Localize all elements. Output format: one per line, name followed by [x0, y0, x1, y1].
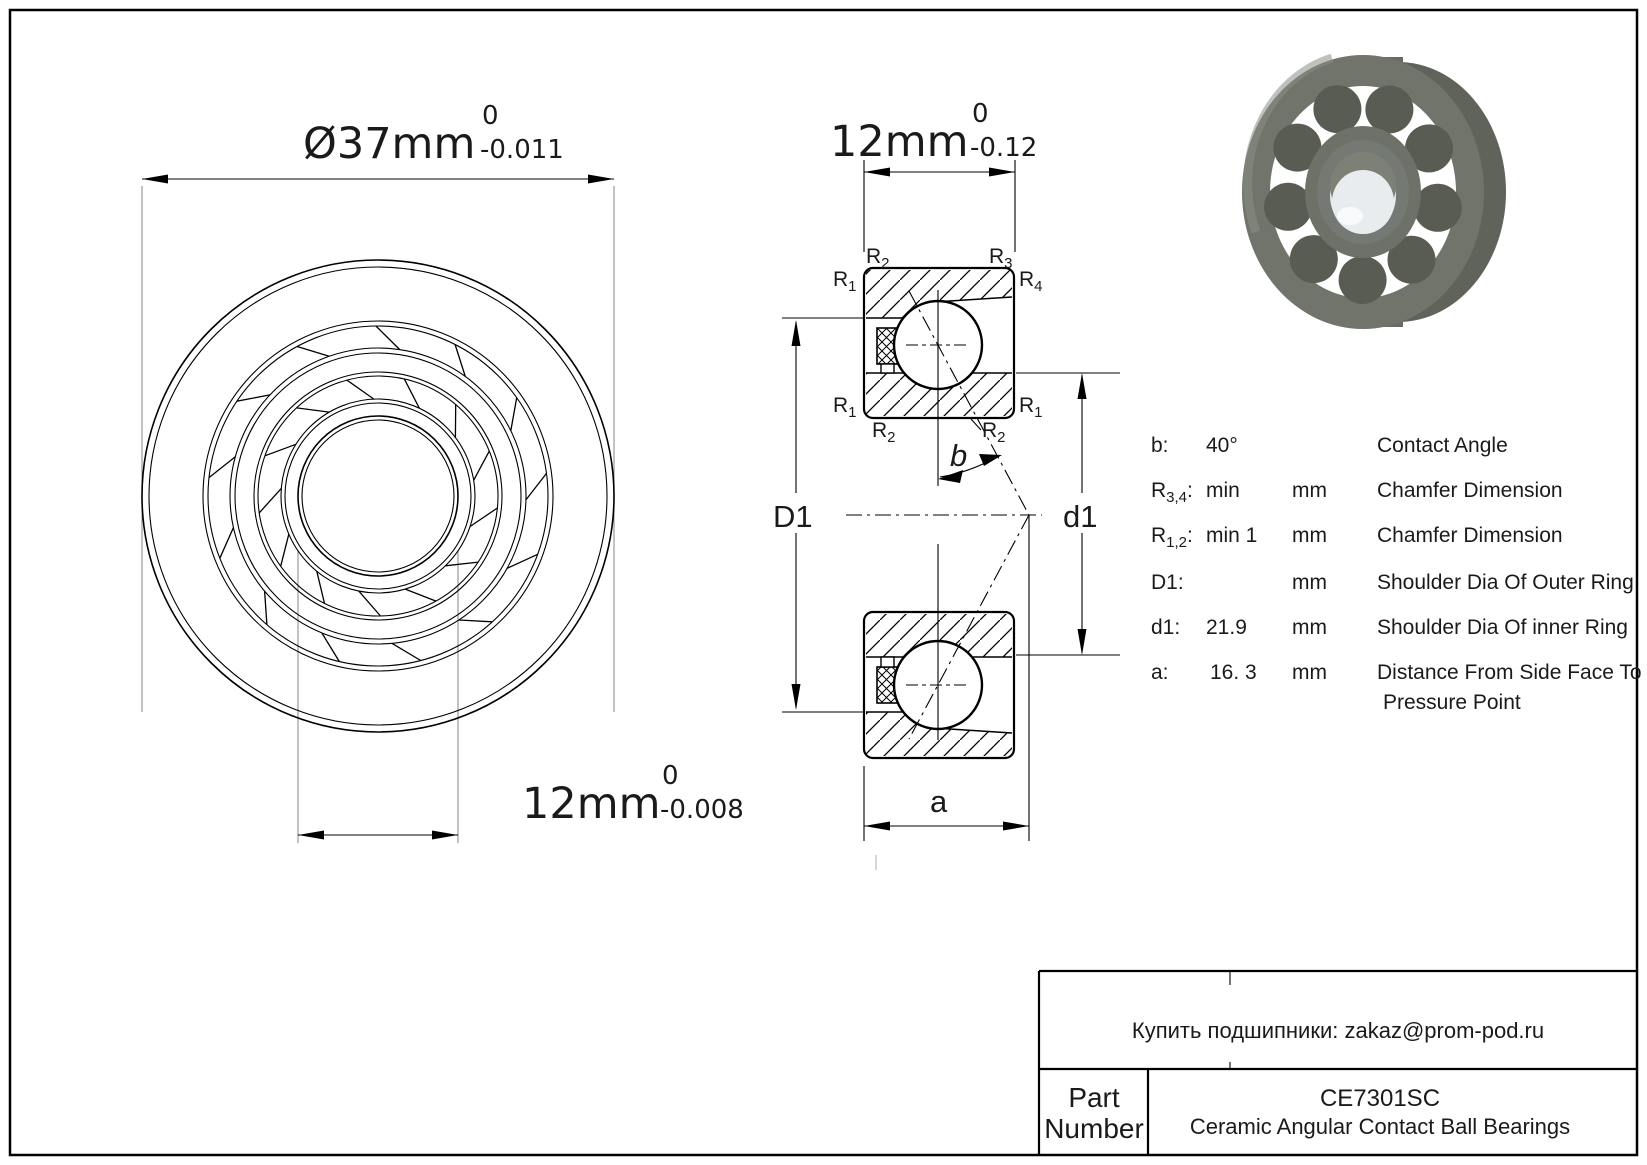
spec-value: 40° — [1206, 434, 1238, 457]
spec-desc: Distance From Side Face To — [1377, 661, 1642, 684]
width-tol-upper: 0 — [972, 99, 989, 129]
bore-diameter-dimension — [298, 761, 744, 840]
spec-label: b: — [1151, 434, 1169, 457]
shoulder-inner-label: d1 — [1063, 499, 1098, 534]
width-dimension — [830, 99, 1037, 252]
spec-unit: mm — [1292, 524, 1327, 547]
spec-label: d1: — [1151, 616, 1181, 639]
spec-unit: mm — [1292, 661, 1327, 684]
part-label: Number — [1044, 1113, 1144, 1144]
spec-value: 21.9 — [1206, 616, 1247, 639]
section-top-half — [864, 268, 1014, 486]
spec-desc: Shoulder Dia Of inner Ring — [1377, 616, 1628, 639]
spec-label: a: — [1151, 661, 1169, 684]
spec-desc: Chamfer Dimension — [1377, 524, 1563, 547]
svg-text:R2: $R_2$ — [872, 419, 896, 446]
svg-text:R4: $R_4$ — [1019, 268, 1043, 295]
contact-angle-label: b — [950, 438, 968, 473]
ceramic-ball — [1414, 184, 1462, 232]
bearing-3d-image — [1242, 55, 1506, 329]
part-label: Part — [1068, 1082, 1120, 1113]
spec-desc-line2: Pressure Point — [1383, 691, 1521, 714]
info-box — [1039, 971, 1637, 1155]
svg-text:R2: $R_2$ — [866, 245, 890, 272]
section-bottom-half — [864, 544, 1014, 758]
shoulder-outer-label: D1 — [773, 499, 813, 534]
ceramic-ball — [1339, 256, 1387, 304]
spec-label: $R_{1,2}$: — [1151, 524, 1193, 551]
part-description: Ceramic Angular Contact Ball Bearings — [1189, 1114, 1571, 1139]
outer-diameter-tol-upper: 0 — [482, 101, 499, 131]
spec-unit: mm — [1292, 479, 1327, 502]
outer-diameter-text: Ø37mm — [303, 119, 476, 169]
cage-foot — [881, 364, 894, 373]
part-number-value: CE7301SC — [1319, 1085, 1441, 1112]
spec-desc: Contact Angle — [1377, 434, 1508, 457]
contact-angle-annotation — [938, 438, 1002, 483]
spec-label: $R_{3,4}$: — [1151, 479, 1193, 506]
svg-text:R2: $R_2$ — [982, 419, 1006, 446]
svg-text:R1: $R_1$ — [833, 268, 857, 295]
bearing-front-view — [142, 101, 744, 843]
distance-label: a — [930, 784, 948, 819]
outer-diameter-dimension — [142, 101, 614, 184]
front-view-rings — [142, 260, 614, 732]
spec-value: min 1 — [1206, 524, 1258, 547]
spec-table — [1151, 434, 1642, 714]
spec-desc: Chamfer Dimension — [1377, 479, 1563, 502]
bearing-cross-section — [770, 99, 1120, 870]
spec-desc: Shoulder Dia Of Outer Ring — [1377, 571, 1634, 594]
bore-diameter-tol-lower: -0.008 — [660, 795, 744, 825]
svg-text:R3: $R_3$ — [989, 245, 1013, 272]
spec-label: D1: — [1151, 571, 1184, 594]
outer-diameter-tol-lower: -0.011 — [480, 135, 564, 165]
bore-diameter-tol-upper: 0 — [662, 761, 679, 791]
width-text: 12mm — [830, 117, 969, 167]
cage-foot — [881, 657, 894, 667]
spec-unit: mm — [1292, 616, 1327, 639]
spec-value: min — [1206, 479, 1240, 502]
ceramic-ball — [1264, 183, 1312, 231]
spec-unit: mm — [1292, 571, 1327, 594]
ceramic-ball — [1365, 86, 1413, 134]
width-tol-lower: -0.12 — [970, 133, 1038, 163]
ceramic-ball — [1313, 85, 1361, 133]
contact-email-text: Купить подшипники: zakaz@prom-pod.ru — [1131, 1018, 1545, 1043]
bore-diameter-text: 12mm — [522, 779, 661, 829]
svg-text:R1: $R_1$ — [1019, 394, 1043, 421]
svg-text:R1: $R_1$ — [833, 394, 857, 421]
spec-value: 16. 3 — [1210, 661, 1257, 684]
